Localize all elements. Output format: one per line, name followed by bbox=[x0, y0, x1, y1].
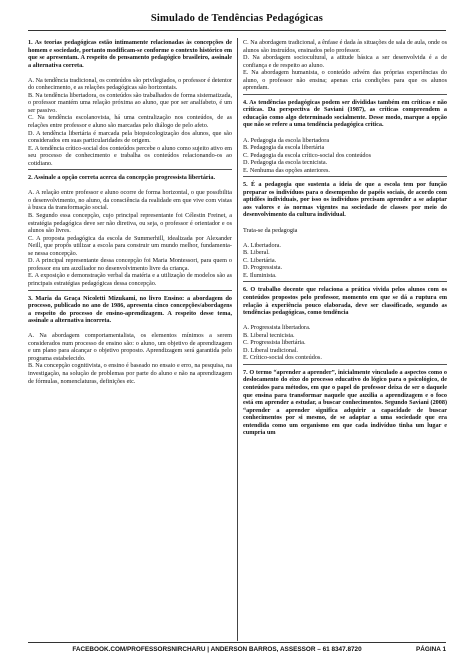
answer-option: C. Na tendência escolanovista, há uma centralização nos conteúdos, de as relações entre professor e aluno são marcadas pelo diálogo de pelo afeto. bbox=[28, 114, 232, 130]
question-stem: 5. É a pedagogia que sustenta a ideia de que a escola tem por função preparar os indivíduos para o desempenho de papéis sociais, de acordo com aptidões individuais, por isso os indivíduos precisam aprender a se adaptar aos valores e às normas vigentes na sociedade de classes por meio do desenvolvimento da cultura individual. bbox=[243, 181, 447, 219]
answer-option: D. A principal representante dessa concepção foi Maria Montessori, para quem o professor era um auxiliador no desenvolvimento livre da criança. bbox=[28, 257, 232, 272]
question-stem: 6. O trabalho docente que relaciona a prática vivida pelos alunos com os conteúdos propostos pelo professor, momento em que se dá a ruptura em relação à experiência pouco elaborada, deve ser classificado, segundo as tendências pedagógicas, como tendência bbox=[243, 286, 447, 317]
footer bbox=[28, 646, 446, 653]
spacer bbox=[28, 325, 232, 333]
answer-option: A. Na tendência tradicional, os conteúdos são privilegiados, o professor é detentor do conhecimento, e as relações pedagógicas são horizontais. bbox=[28, 76, 232, 92]
answer-option: E. Crítico-social dos conteúdos. bbox=[243, 354, 322, 362]
answer-option: E. Iluminista. bbox=[243, 271, 277, 279]
answer-option: B. Segundo essa concepção, cujo principal representante foi Célestin Freinet, a estratégia pedagógica deve ser não diretiva, ou seja, o professor é orientador e os alunos são livres. bbox=[28, 212, 232, 235]
answer-option: D. Progressista. bbox=[243, 264, 283, 272]
answer-option: B. Liberal tecnicista. bbox=[243, 331, 295, 339]
spacer bbox=[243, 317, 447, 325]
answer-option: E. A exposição e demonstração verbal da matéria e a utilização de modelos são as principais estratégias pedagógicas dessa concepção. bbox=[28, 272, 232, 287]
left-column bbox=[28, 39, 232, 639]
answer-option: C. Libertária. bbox=[243, 256, 277, 264]
question-separator bbox=[243, 281, 447, 282]
spacer bbox=[243, 219, 447, 227]
answer-option: B. Liberal. bbox=[243, 249, 270, 257]
right-column bbox=[243, 39, 447, 639]
spacer bbox=[243, 234, 447, 242]
answer-option: D. Pedagogia da escola tecnicista. bbox=[243, 159, 328, 167]
question-separator bbox=[243, 94, 447, 95]
question-stem: 2. Assinale a opção correta acerca da concepção progressista libertária. bbox=[28, 174, 216, 182]
spacer bbox=[243, 129, 447, 137]
answer-option: A. Na abordagem comportamentalista, os elementos mínimos a serem considerados num processo de ensino são: o aluno, um objetivo de aprendizagem e um plano para alcançar o objetivo proposto. Aprendizagem será garantida pelo programa estabelecido. bbox=[28, 332, 232, 362]
column-divider bbox=[237, 38, 238, 641]
answer-option: D. Na abordagem sociocultural, a atitude básica a ser desenvolvida é a de confiança e de respeito ao aluno. bbox=[243, 54, 447, 69]
question-separator bbox=[243, 364, 447, 365]
answer-option: D. Liberal tradicional. bbox=[243, 346, 298, 354]
answer-option: E. A tendência crítico-social dos conteúdos percebe o aluno como sujeito ativo em seu processo de conhecimento e trabalha os conteúdos relacionando-os ao cotidiano. bbox=[28, 144, 232, 167]
question-stem: 1. As teorias pedagógicas estão intimamente relacionadas às concepções de homem e sociedade, portanto modificam-se conforme o contexto histórico em que se apresentam. A respeito do pensamento pedagógico brasileiro, assinale a alternativa correta. bbox=[28, 39, 232, 69]
footer-contact: FACEBOOK.COM/PROFESSORSNIRCHARU | ANDERSON BARROS, ASSESSOR – 61 8347.8720 bbox=[72, 646, 362, 653]
answer-option: C. Na abordagem tradicional, a ênfase é dada às situações de sala de aula, onde os alunos são instruídos, ensinados pelo professor. bbox=[243, 39, 447, 54]
answer-option: B. Pedagogia da escola libertária bbox=[243, 144, 325, 152]
answer-option: A. A relação entre professor e aluno ocorre de forma horizontal, o que possibilita o desenvolvimento, no aluno, da consciência da realidade em que vive com vistas à busca da transformação social. bbox=[28, 189, 232, 212]
answer-option: C. Progressista libertária. bbox=[243, 339, 306, 347]
answer-option: E. Na abordagem humanista, o conteúdo advém das próprias experiências do aluno, o professor não ensina; apenas cria condições para que os alunos aprendam. bbox=[243, 69, 447, 92]
answer-option: E. Nenhuma das opções anteriores. bbox=[243, 166, 330, 174]
question-separator bbox=[28, 169, 232, 170]
question-separator bbox=[28, 290, 232, 291]
spacer bbox=[28, 182, 232, 190]
question-stem: 7. O termo “aprender a aprender”, inicialmente vinculado a aspectos como o deslocamento do eixo do processo educativo do lógico para o psicológico, de conteúdos para métodos, em que o papel do professor deixa de ser o daquele que ensina para transformar naquele que auxilia a aprendizagem e o foco está em aprender a estudar, a buscar conhecimentos. Segundo Saviani (2008) “aprender a aprender significa adquirir a capacidade de buscar conhecimentos por si mesmo, de se adaptar a uma sociedade que era entendida como um organismo em que cada indivíduo tinha um lugar e cumpria um bbox=[243, 368, 447, 437]
page-title: Simulado de Tendências Pedagógicas bbox=[150, 13, 324, 24]
footer-rule bbox=[28, 642, 446, 643]
answer-option: A. Progressista libertadora. bbox=[243, 324, 311, 332]
answer-option: B. Na tendência libertadora, os conteúdos são trabalhados de forma sistematizada, o professor mantém uma relação próxima ao aluno, que por ser analfabeto, é um ser passivo. bbox=[28, 91, 232, 114]
answer-option: B. Na concepção cognitivista, o ensino é baseado no ensaio e erro, na pesquisa, na investigação, na solução de problemas por parte do aluno e não na aprendizagem de fórmulas, nomenclaturas, definições etc. bbox=[28, 362, 232, 385]
answer-option: C. Pedagogia da escola crítico-social dos conteúdos bbox=[243, 151, 372, 159]
spacer bbox=[28, 69, 232, 77]
question-stem: 4. As tendências pedagógicas podem ser divididas também em críticas e não críticas. Da perspectiva de Saviani (1987), as críticas compreendem a educação como algo determinado socialmente. Desse modo, marque a opção que não se refere a uma tendência pedagógica crítica. bbox=[243, 98, 447, 129]
answer-option: C. A proposta pedagógica da escola de Summerhill, idealizada por Alexander Neill, que propôs utilizar a escola para construir um mundo melhor, fundamenta-se nessa concepção. bbox=[28, 234, 232, 257]
answer-option: Trata-se da pedagogia bbox=[243, 226, 298, 234]
question-separator bbox=[243, 176, 447, 177]
question-stem: 3. Maria da Graça Nicoletti Mizukami, no livro Ensino: a abordagem do processo, publicado no ano de 1986, apresenta cinco concepções/abordagens a respeito do processo de ensino-aprendizagem. A respeito desse tema, assinale a alternativa incorreta. bbox=[28, 294, 232, 325]
answer-option: D. A tendência libertária é marcada pela biopsicologização dos alunos, que são considerados em suas particularidades de origem. bbox=[28, 129, 232, 145]
title-rule bbox=[28, 30, 446, 31]
answer-option: A. Libertadora. bbox=[243, 241, 281, 249]
answer-option: A. Pedagogia da escola libertadora bbox=[243, 136, 330, 144]
page-number: PÁGINA 1 bbox=[416, 646, 446, 653]
